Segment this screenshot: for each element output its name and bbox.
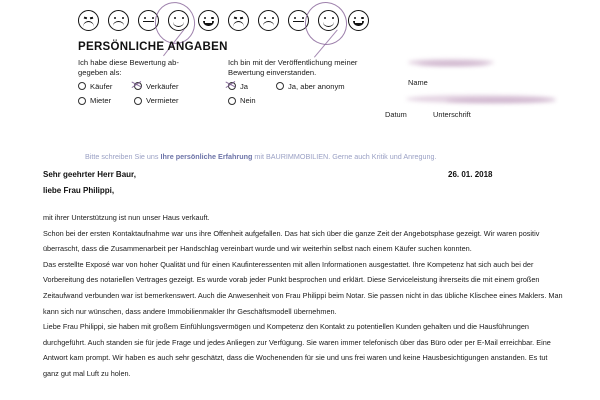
ink-tail-right	[314, 29, 338, 57]
smiley-very-happy-selected[interactable]	[348, 10, 369, 31]
letter-paragraph: Das erstellte Exposé war von hoher Qualität und für einen Kaufinteressenten mit allen Informationen ausgestattet. Ihre Kompetenz hat sich auch bei der Vorbereitung des notariellen Vertrages gezeigt. Es wurde vorab jeder Punkt besprochen und erklärt. Diese Serviceleistung ihrerseits die mit einem großen Zeitaufwand verbunden war ist bemerkenswert. Auch die Anwesenheit von Frau Philippi beim Notar. Sie passen nicht in das übliche Klischee eines Maklers. Man kann sich nur wünschen, dass andere Immobilienmakler Ihr Geschäftsmodell übernehmen.	[43, 259, 563, 316]
consent-prompt: Ich bin mit der Veröffentlichung meiner Bewertung einverstanden.	[228, 58, 358, 77]
letter-intro-prefix: Bitte schreiben Sie uns	[85, 152, 161, 161]
smiley-unhappy[interactable]	[108, 10, 129, 31]
radio-circle-icon[interactable]	[134, 82, 142, 90]
letter-paragraph: Schon bei der ersten Kontaktaufnahme war uns ihre Offenheit aufgefallen. Das hat sich über die ganze Zeit der Angebotsphase gezeigt. Wir waren positiv überrascht, dass die Zusammenarbeit per Handschlag vereinbart wurde und wir weiterhin selbst nach einem Käufer suchen konnten.	[43, 228, 540, 254]
radio-option-ja-selected[interactable]: Ja	[228, 82, 276, 92]
letter-paragraph: mit ihrer Unterstützung ist nun unser Haus verkauft.	[43, 213, 210, 222]
signature-field-label-signature: Unterschrift	[433, 110, 471, 119]
consent-options-row-2	[228, 96, 358, 106]
rating-row-gesamteindruck[interactable]	[228, 10, 369, 31]
letter-salutation-line-2: liebe Frau Philippi,	[43, 186, 115, 195]
consent-options-row-1	[228, 82, 358, 92]
radio-circle-icon[interactable]	[276, 82, 284, 90]
smiley-neutral[interactable]	[138, 10, 159, 31]
handwritten-x-icon	[225, 79, 236, 90]
signature-field-label-date: Datum	[385, 110, 407, 119]
smiley-very-unhappy[interactable]	[78, 10, 99, 31]
rating-row-zusammenarbeit[interactable]	[78, 10, 219, 31]
radio-option-verkaeufer-selected[interactable]: Verkäufer	[134, 82, 179, 92]
smiley-unhappy[interactable]	[258, 10, 279, 31]
form-group-consent	[228, 58, 358, 105]
redaction-smudge-name-2	[418, 62, 488, 66]
form-group-role	[78, 58, 196, 105]
letter-intro-bold: Ihre persönliche Erfahrung	[160, 152, 253, 161]
radio-option-kaeufer[interactable]: Käufer	[78, 82, 134, 92]
letter-body	[43, 210, 563, 382]
radio-option-vermieter[interactable]: Vermieter	[134, 96, 179, 106]
letter-intro-line	[85, 152, 555, 161]
radio-circle-icon[interactable]	[228, 97, 236, 105]
radio-circle-icon[interactable]	[228, 82, 236, 90]
letter-paragraph: Liebe Frau Philippi, sie haben mit großem Einfühlungsvermögen und Kompetenz den Kontakt zu potentiellen Kunden gehalten und die Hausführungen durchgeführt. Auch standen sie für jede Frage und jedes Anliegen zur Verfügung. Sie waren immer telefonisch über das Büro oder per E-Mail erreichbar. Eine Antwort kam prompt. Wir haben es auch sehr geschätzt, dass die Wochenenden für sie und uns frei waren und keine Hausbesichtigungen anstanden. Es tut ganz gut mal Luft zu holen.	[43, 322, 551, 378]
radio-circle-icon[interactable]	[134, 97, 142, 105]
role-options-row-2	[78, 96, 196, 106]
radio-option-ja-anonym[interactable]: Ja, aber anonym	[276, 82, 345, 92]
section-heading-personal-details: PERSÖNLICHE ANGABEN	[78, 41, 228, 53]
radio-option-nein[interactable]: Nein	[228, 96, 256, 106]
radio-circle-icon[interactable]	[78, 82, 86, 90]
smiley-very-happy-selected[interactable]	[198, 10, 219, 31]
letter-date: 26. 01. 2018	[448, 170, 493, 179]
role-prompt: Ich habe diese Bewertung ab-gegeben als:	[78, 58, 179, 77]
letter-intro-suffix: mit BAURIMMOBILIEN. Gerne auch Kritik und Anregung.	[252, 152, 437, 161]
role-options-row-1	[78, 82, 196, 92]
smiley-happy[interactable]	[168, 10, 189, 31]
radio-option-mieter[interactable]: Mieter	[78, 96, 134, 106]
signature-field-label-name: Name	[408, 78, 428, 87]
letter-salutation-line-1: Sehr geehrter Herr Baur,	[43, 170, 136, 179]
redaction-smudge-signature-2	[446, 98, 556, 103]
radio-circle-icon[interactable]	[78, 97, 86, 105]
smiley-very-unhappy[interactable]	[228, 10, 249, 31]
smiley-happy[interactable]	[318, 10, 339, 31]
smiley-neutral[interactable]	[288, 10, 309, 31]
